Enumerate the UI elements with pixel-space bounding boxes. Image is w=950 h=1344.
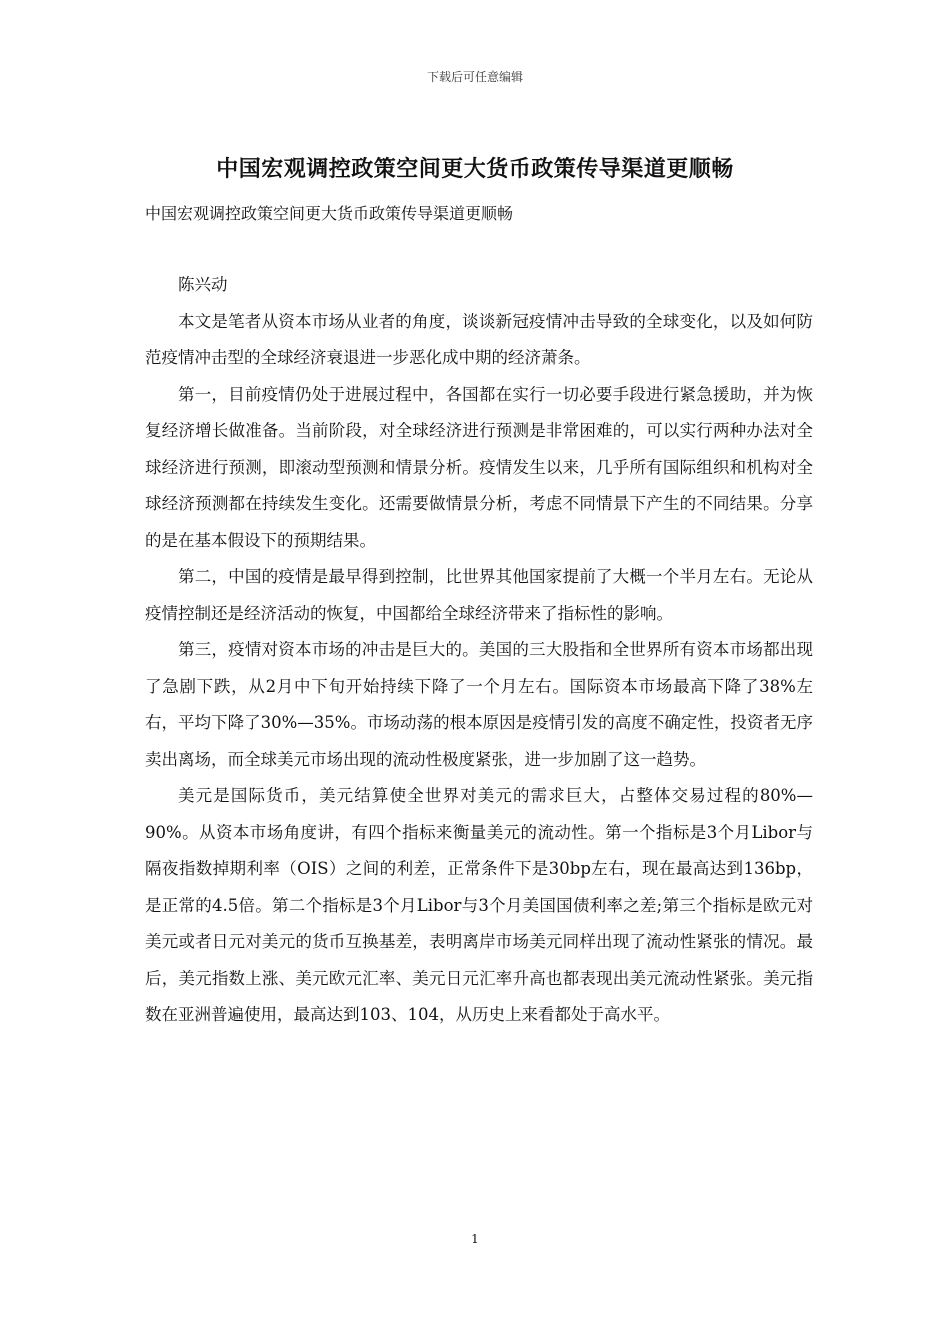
body-paragraph: 第二，中国的疫情是最早得到控制，比世界其他国家提前了大概一个半月左右。无论从疫情控制还是经济活动的恢复，中国都给全球经济带来了指标性的影响。 [145,567,813,623]
body-paragraph: 第一，目前疫情仍处于进展过程中，各国都在实行一切必要手段进行紧急援助，并为恢复经济增长做准备。当前阶段，对全球经济进行预测是非常困难的，可以实行两种办法对全球经济进行预测，即滚动型预测和情景分析。疫情发生以来，几乎所有国际组织和机构对全球经济预测都在持续发生变化。还需要做情景分析，考虑不同情景下产生的不同结果。分享的是在基本假设下的预期结果。 [145,384,813,550]
page-number: 1 [471,1232,479,1246]
document-title: 中国宏观调控政策空间更大货币政策传导渠道更顺畅 [216,156,734,182]
body-paragraph: 美元是国际货币，美元结算使全世界对美元的需求巨大，占整体交易过程的80%—90%。从资本市场角度讲，有四个指标来衡量美元的流动性。第一个指标是3个月Libor与隔夜指数掉期利率（OIS）之间的利差，正常条件下是30bp左右，现在最高达到136bp，是正常的4.5倍。第二个指标是3个月Libor与3个月美国国债利率之差;第三个指标是欧元对美元或者日元对美元的货币互换基差，表明离岸市场美元同样出现了流动性紧张的情况。最后，美元指数上涨、美元欧元汇率、美元日元汇率升高也都表现出美元流动性紧张。美元指数在亚洲普遍使用，最高达到103、104，从历史上来看都处于高水平。 [145,786,813,1024]
document-subtitle: 中国宏观调控政策空间更大货币政策传导渠道更顺畅 [145,204,514,223]
author-line: 陈兴动 [178,275,228,294]
body-paragraph: 本文是笔者从资本市场从业者的角度，谈谈新冠疫情冲击导致的全球变化，以及如何防范疫情冲击型的全球经济衰退进一步恶化成中期的经济萧条。 [145,311,813,367]
header-note: 下载后可任意编辑 [426,70,523,84]
body-paragraph: 第三，疫情对资本市场的冲击是巨大的。美国的三大股指和全世界所有资本市场都出现了急剧下跌，从2月中下旬开始持续下降了一个月左右。国际资本市场最高下降了38%左右，平均下降了30%—35%。市场动荡的根本原因是疫情引发的高度不确定性，投资者无序卖出离场，而全球美元市场出现的流动性极度紧张，进一步加剧了这一趋势。 [145,640,813,769]
document-body [145,267,813,1034]
